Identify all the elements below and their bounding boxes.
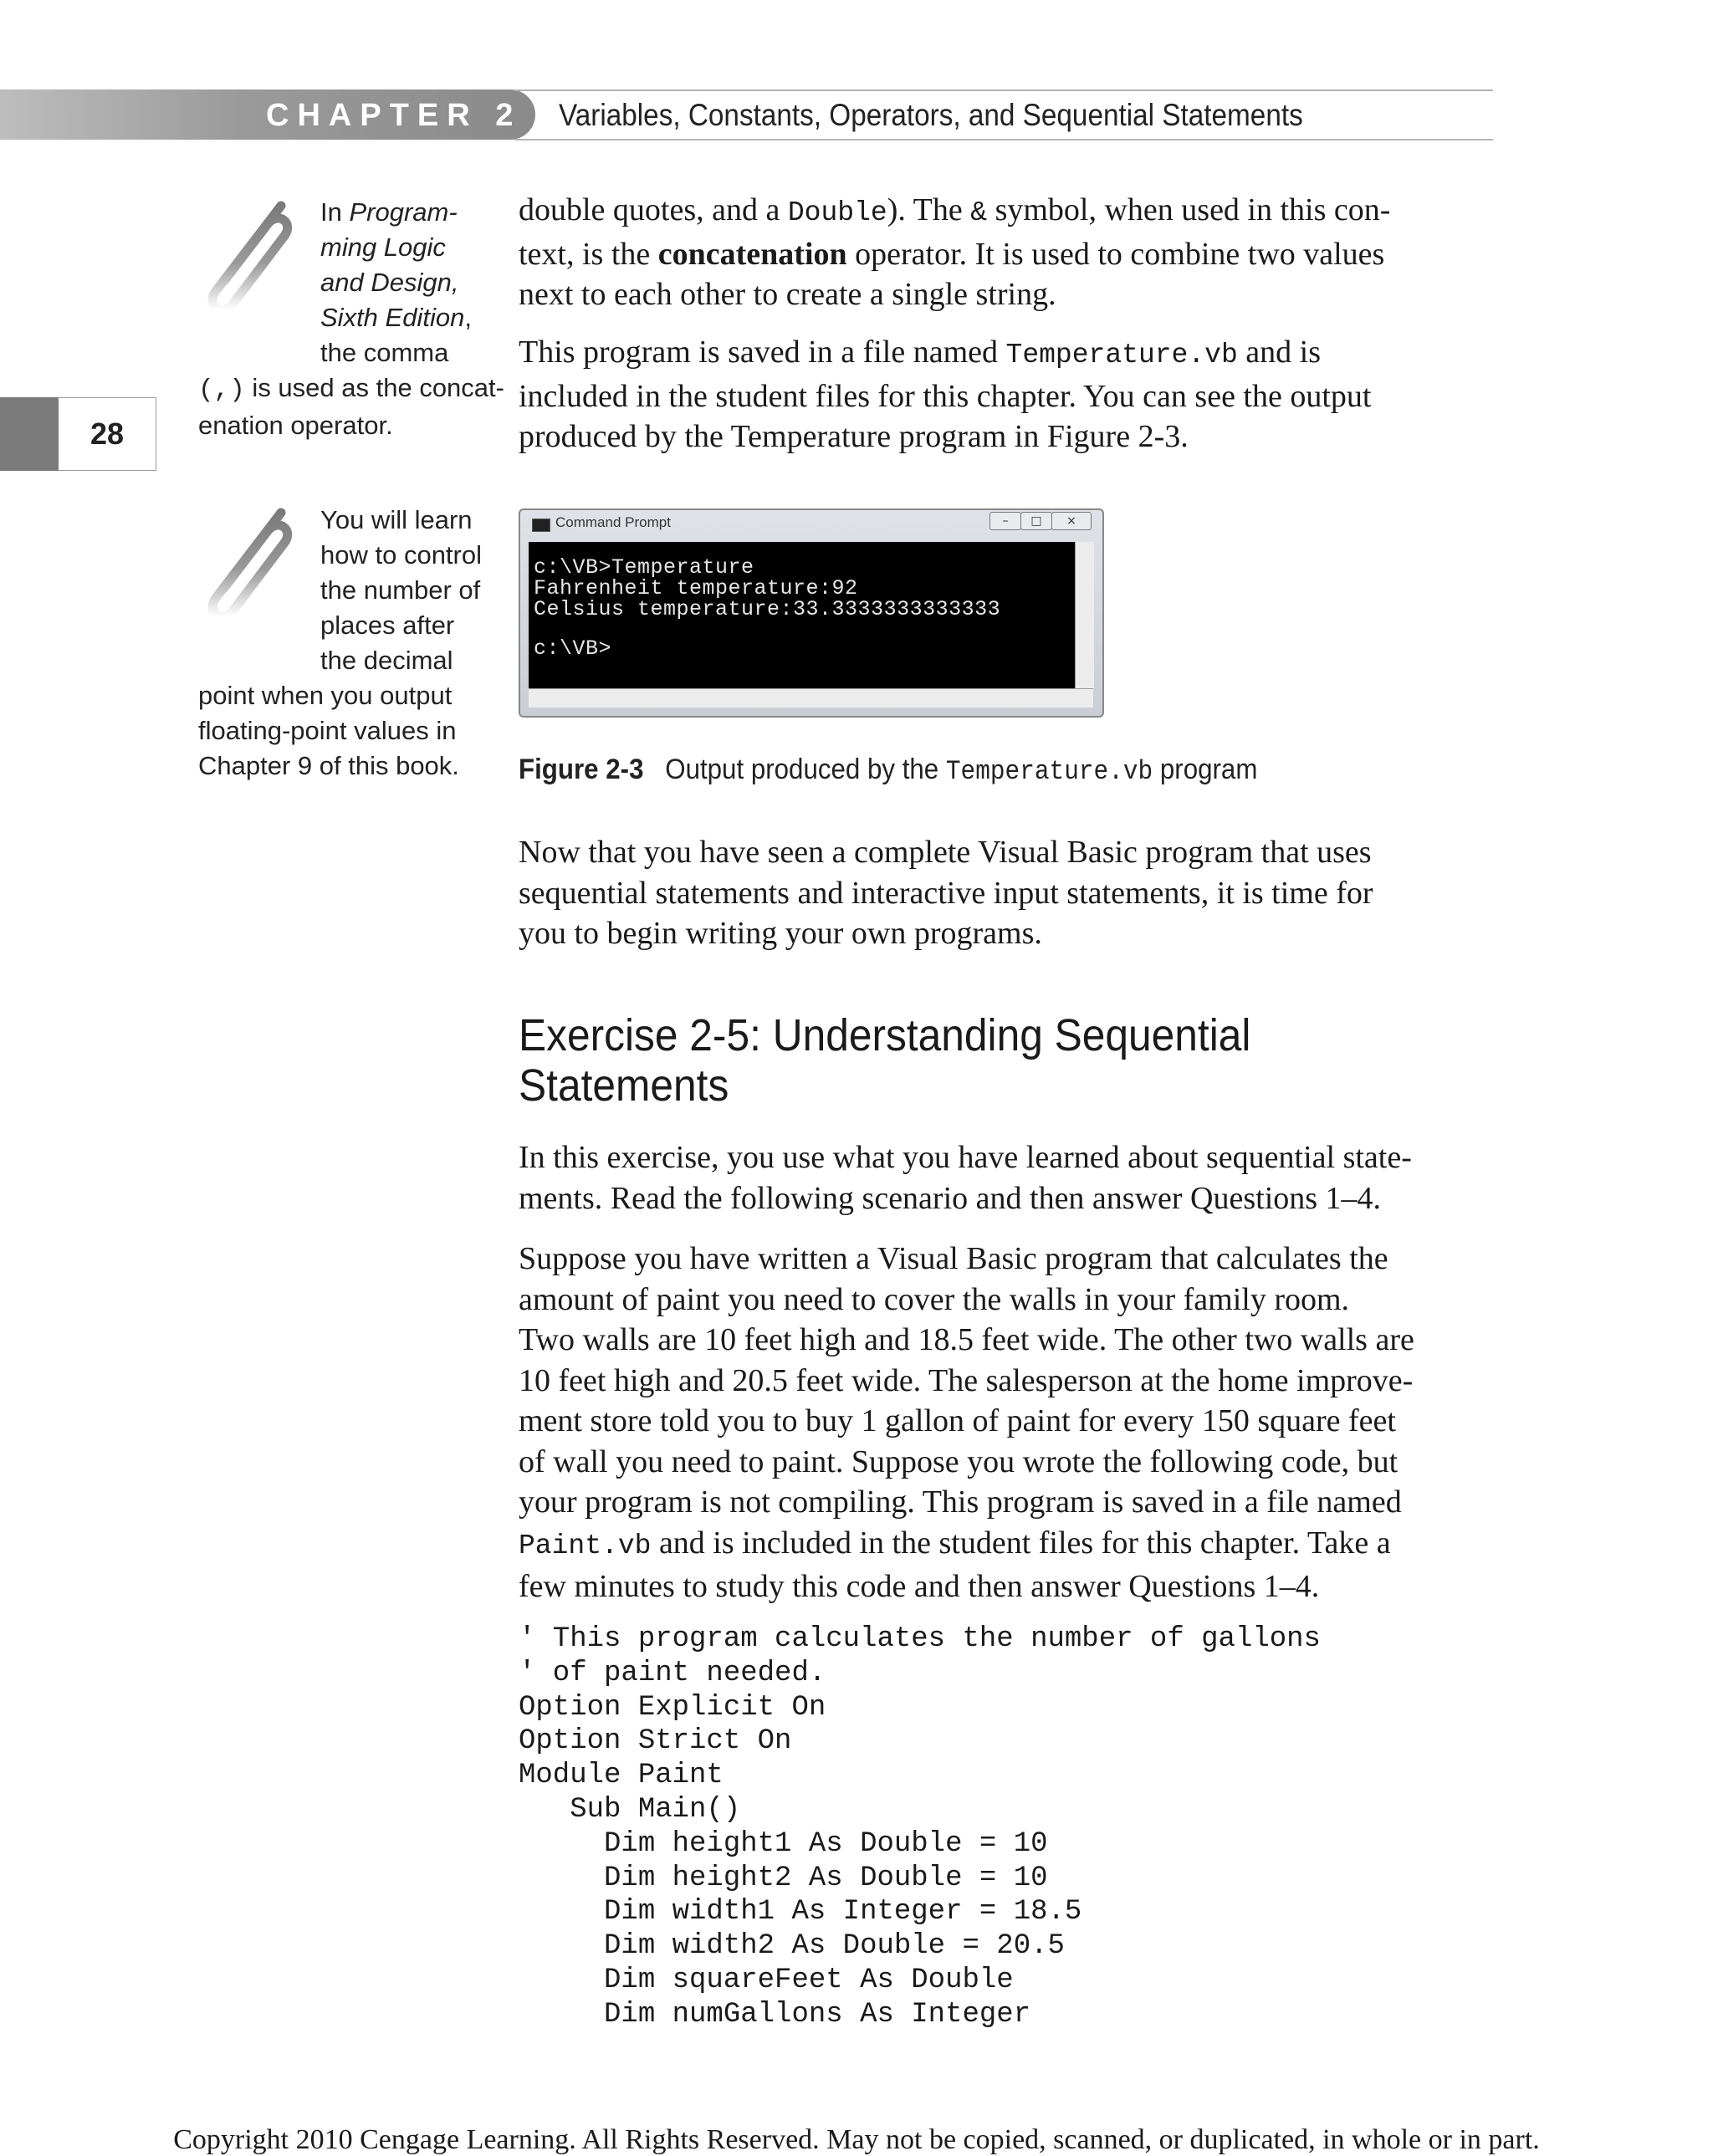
text: operator. It is used to combine two values	[846, 236, 1385, 272]
header-rule-bottom	[514, 139, 1493, 140]
note-text: places after	[320, 611, 455, 640]
caption-text: Output produced by the	[665, 754, 946, 785]
note-text: point when you output	[198, 681, 453, 710]
console-line: c:\VB>	[534, 636, 612, 661]
text: produced by the Temperature program in Figure 2-3.	[519, 419, 1189, 454]
note-text: ,	[464, 303, 472, 332]
paragraph-concatenation	[519, 190, 1493, 315]
note-text: the number of	[320, 575, 481, 605]
text: of wall you need to paint. Suppose you wrote the following code, but	[519, 1443, 1399, 1479]
code-line: Module Paint	[519, 1760, 724, 1792]
text: In this exercise, you use what you have learned about sequential state-	[519, 1140, 1412, 1175]
code-line: Option Explicit On	[519, 1691, 826, 1724]
chapter-label: CHAPTER 2	[266, 98, 522, 133]
text: Suppose you have written a Visual Basic program that calculates the	[519, 1241, 1388, 1276]
code-line: Dim height2 As Double = 10	[519, 1862, 1048, 1894]
text: ment store told you to buy 1 gallon of paint for every 150 square feet	[519, 1403, 1396, 1438]
code-line: Dim squareFeet As Double	[519, 1964, 1014, 1996]
console-line	[534, 620, 1085, 638]
text: double quotes, and a	[519, 192, 788, 227]
console-line: Fahrenheit temperature:92	[534, 576, 858, 600]
maximize-icon: □	[1020, 512, 1052, 530]
chapter-title: Variables, Constants, Operators, and Sequential Statements	[559, 98, 1303, 132]
book-title: and Design,	[320, 268, 459, 297]
text: 10 feet high and 20.5 feet wide. The salesperson at the home improve-	[519, 1362, 1414, 1398]
code-line: Dim width1 As Integer = 18.5	[519, 1896, 1082, 1929]
paragraph-temperature-file	[519, 332, 1493, 457]
filename-code: Paint.vb	[519, 1530, 652, 1561]
text: Now that you have seen a complete Visual Basic program that uses	[519, 835, 1372, 870]
figure-label: Figure 2-3	[519, 754, 644, 785]
filename-code: Temperature.vb	[1005, 340, 1238, 370]
book-edition: Sixth Edition	[320, 303, 465, 332]
code-ampersand: &	[970, 197, 988, 228]
note-text: how to control	[320, 540, 482, 570]
code-line: Dim numGallons As Integer	[519, 1998, 1031, 2031]
text: text, is the	[519, 236, 658, 272]
code-line: ' of paint needed.	[519, 1657, 826, 1689]
note-text: Chapter 9 of this book.	[198, 751, 459, 780]
minimize-icon: –	[989, 512, 1021, 530]
code-double: Double	[787, 197, 887, 228]
note-text: In	[320, 197, 350, 227]
heading-line: Exercise 2-5: Understanding Sequential	[519, 1010, 1251, 1060]
copyright-footer: Copyright 2010 Cengage Learning. All Rights Reserved. May not be copied, scanned, or duplicated, in whole or in part.	[173, 2124, 1540, 2155]
code-line: Dim width2 As Double = 20.5	[519, 1930, 1065, 1963]
book-title: Program-	[349, 197, 458, 227]
console-line: Celsius temperature:33.3333333333333	[534, 597, 1001, 621]
text: next to each other to create a single string.	[519, 277, 1056, 312]
console-line: c:\VB>Temperature	[534, 555, 754, 580]
text: This program is saved in a file named	[519, 335, 1006, 370]
caption-filename: Temperature.vb	[945, 756, 1153, 787]
text: you to begin writing your own programs.	[519, 916, 1042, 951]
figure-caption	[519, 751, 1257, 788]
note-text: the decimal	[320, 646, 453, 675]
note-text: You will learn	[320, 505, 473, 534]
caption-text: program	[1153, 754, 1258, 785]
console-output	[529, 542, 1093, 688]
book-title: ming Logic	[320, 232, 446, 262]
text: ments. Read the following scenario and then answer Questions 1–4.	[519, 1180, 1382, 1216]
section-heading	[519, 1010, 1493, 1111]
margin-note-decimal-places	[198, 503, 482, 784]
margin-note-concatenation	[198, 195, 504, 443]
text: few minutes to study this code and then answer Questions 1–4.	[519, 1569, 1320, 1604]
code-line: Sub Main()	[519, 1793, 741, 1826]
comma-code: (,)	[198, 376, 245, 405]
text: ). The	[887, 192, 971, 227]
text: symbol, when used in this con-	[987, 192, 1391, 227]
note-text: is used as the concat-	[244, 373, 504, 402]
text: and is	[1237, 335, 1321, 370]
header-rule-top	[514, 89, 1493, 91]
window-title: Command Prompt	[555, 514, 671, 530]
paragraph-transition	[519, 832, 1493, 954]
text: your program is not compiling. This program is saved in a file named	[519, 1484, 1402, 1520]
command-prompt-icon	[532, 519, 550, 532]
code-line: Option Strict On	[519, 1725, 792, 1758]
term-concatenation: concatenation	[657, 236, 847, 272]
paragraph-paint-scenario	[519, 1239, 1493, 1607]
note-text: floating-point values in	[198, 716, 457, 745]
code-listing	[519, 1622, 1321, 2032]
text: sequential statements and interactive input statements, it is time for	[519, 875, 1373, 911]
note-text: enation operator.	[198, 411, 393, 440]
page-number-tab	[0, 397, 59, 471]
code-line: Dim height1 As Double = 10	[519, 1827, 1048, 1860]
page-number: 28	[59, 397, 156, 471]
code-line: ' This program calculates the number of gallons	[519, 1623, 1321, 1655]
vertical-scrollbar	[1075, 542, 1094, 688]
close-icon: ×	[1051, 512, 1092, 530]
heading-line: Statements	[519, 1060, 729, 1111]
note-text: the comma	[320, 338, 449, 367]
horizontal-scrollbar	[529, 688, 1093, 708]
text: included in the student files for this chapter. You can see the output	[519, 378, 1372, 414]
text: amount of paint you need to cover the walls in your family room.	[519, 1281, 1350, 1317]
text: and is included in the student files for this chapter. Take a	[651, 1525, 1391, 1561]
text: Two walls are 10 feet high and 18.5 feet wide. The other two walls are	[519, 1322, 1414, 1357]
paragraph-exercise-intro	[519, 1137, 1493, 1218]
